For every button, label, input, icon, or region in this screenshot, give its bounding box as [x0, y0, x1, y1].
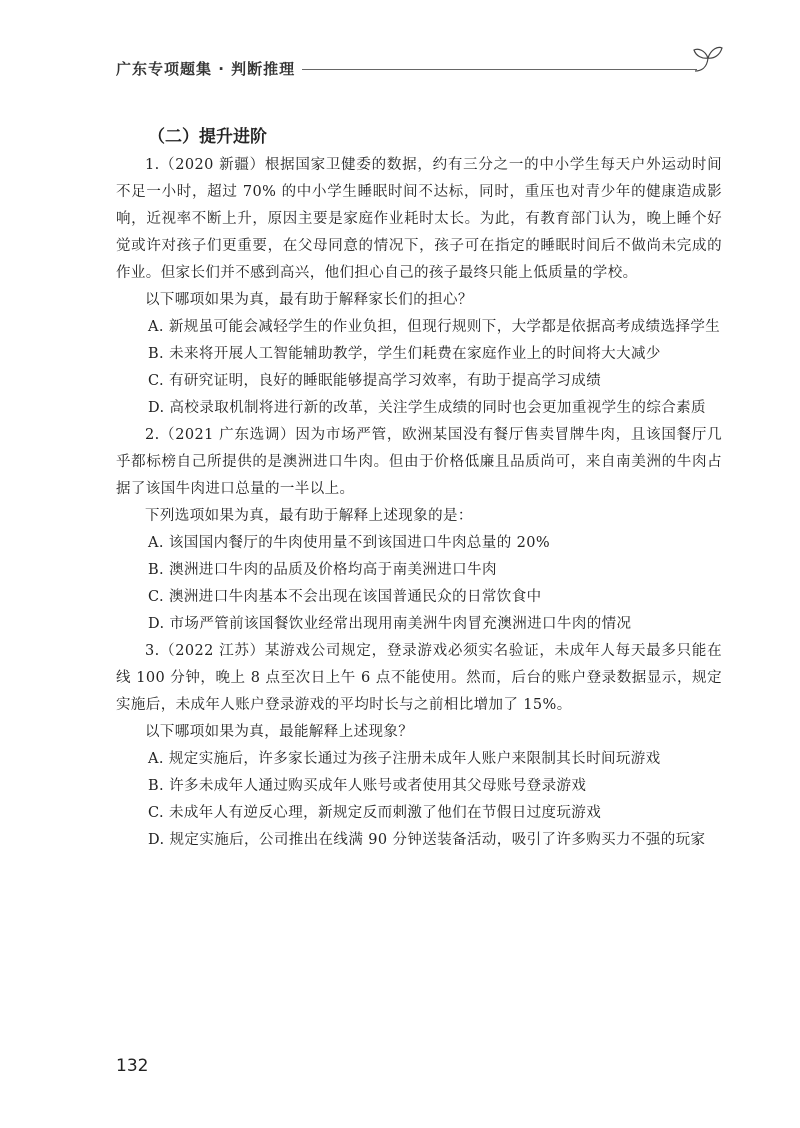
question-2-prompt: 下列选项如果为真，最有助于解释上述现象的是：: [145, 508, 473, 524]
question-1-option-c: C. 有研究证明，良好的睡眠能够提高学习效率，有助于提高学习成绩: [148, 373, 602, 389]
question-1-option-d: D. 高校录取机制将进行新的改革，关注学生成绩的同时也会更加重视学生的综合素质: [148, 400, 706, 416]
question-2-option-a: A. 该国国内餐厅的牛肉使用量不到该国进口牛肉总量的 20%: [148, 535, 551, 551]
question-1: [116, 152, 722, 422]
question-list: [116, 152, 722, 854]
header-rule: [302, 69, 697, 70]
question-1-option-b: B. 未来将开展人工智能辅助教学，学生们耗费在家庭作业上的时间将大大减少: [148, 346, 661, 362]
section-title: （二）提升进阶: [148, 127, 267, 147]
question-2: [116, 422, 722, 638]
question-2-stem: 2.（2021 广东选调）因为市场严管，欧洲某国没有餐厅售卖冒牌牛肉，且该国餐厅几乎都标榜自己所提供的是澳洲进口牛肉。但由于价格低廉且品质尚可，来自南美洲的牛肉占据了该国牛肉进口总量的一半以上。: [116, 427, 722, 497]
question-1-prompt: 以下哪项如果为真，最有助于解释家长们的担心？: [145, 292, 473, 308]
question-3-option-c: C. 未成年人有逆反心理，新规定反而刺激了他们在节假日过度玩游戏: [148, 805, 602, 821]
question-3-option-b: B. 许多未成年人通过购买成年人账号或者使用其父母账号登录游戏: [148, 778, 587, 794]
question-1-stem: 1.（2020 新疆）根据国家卫健委的数据，约有三分之一的中小学生每天户外运动时间不足一小时，超过 70% 的中小学生睡眠时间不达标，同时，重压也对青少年的健康造成影响，近视率不断上升，原因主要是家庭作业耗时太长。为此，有教育部门认为，晚上睡个好觉或许对孩子们更重要，在父母同意的情况下，孩子可在指定的睡眠时间后不做尚未完成的作业。但家长们并不感到高兴，他们担心自己的孩子最终只能上低质量的学校。: [116, 157, 722, 281]
question-2-option-d: D. 市场严管前该国餐饮业经常出现用南美洲牛肉冒充澳洲进口牛肉的情况: [148, 616, 632, 632]
question-1-option-a: A. 新规虽可能会减轻学生的作业负担，但现行规则下，大学都是依据高考成绩选择学生: [148, 319, 721, 335]
running-header: 广东专项题集 · 判断推理: [116, 60, 296, 78]
question-3-option-a: A. 规定实施后，许多家长通过为孩子注册未成年人账户来限制其长时间玩游戏: [148, 751, 661, 767]
question-3-stem: 3.（2022 江苏）某游戏公司规定，登录游戏必须实名验证，未成年人每天最多只能在线 100 分钟，晚上 8 点至次日上午 6 点不能使用。然而，后台的账户登录数据显示，规定实施后，未成年人账户登录游戏的平均时长与之前相比增加了 15%。: [116, 643, 722, 713]
page-number: 132: [116, 1056, 149, 1076]
question-3-option-d: D. 规定实施后，公司推出在线满 90 分钟送装备活动，吸引了许多购买力不强的玩家: [148, 832, 706, 848]
sprout-leaf-icon: [691, 44, 725, 74]
question-2-option-b: B. 澳洲进口牛肉的品质及价格均高于南美洲进口牛肉: [148, 562, 497, 578]
question-3: [116, 638, 722, 854]
question-2-option-c: C. 澳洲进口牛肉基本不会出现在该国普通民众的日常饮食中: [148, 589, 542, 605]
question-3-prompt: 以下哪项如果为真，最能解释上述现象？: [145, 724, 414, 740]
